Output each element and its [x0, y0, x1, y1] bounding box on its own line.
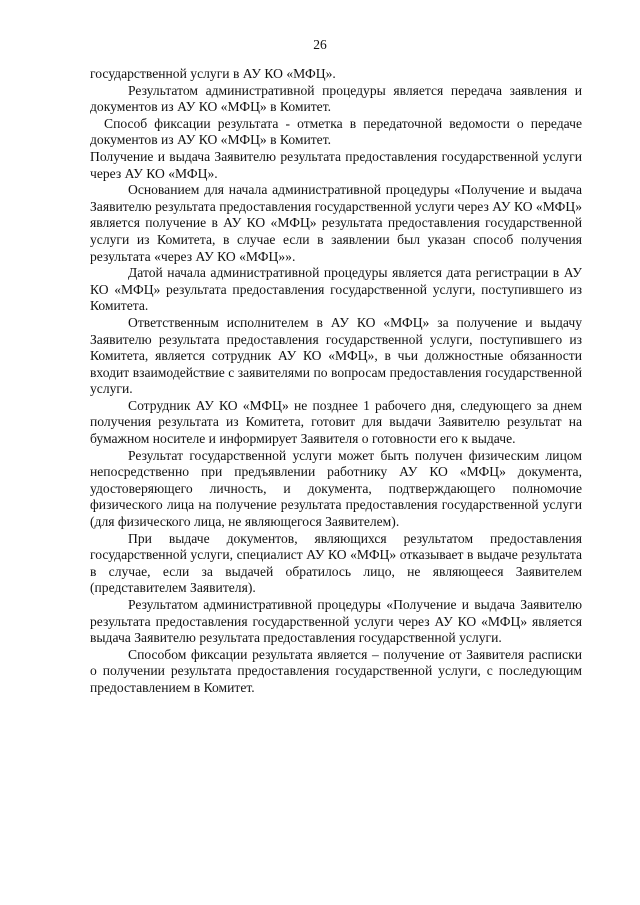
paragraph: При выдаче документов, являющихся результатом предоставления государственной услуги, специалист АУ КО «МФЦ» отказывает в выдаче результата в случае, если за выдачей обратилось лицо, не являющееся Заявителем (представителем Заявителя). [90, 530, 582, 596]
paragraph: Результатом административной процедуры является передача заявления и документов из АУ КО «МФЦ» в Комитет. [90, 82, 582, 115]
section-heading: Получение и выдача Заявителю результата предоставления государственной услуги через АУ КО «МФЦ». [90, 148, 582, 181]
paragraph: государственной услуги в АУ КО «МФЦ». [90, 66, 336, 81]
paragraph: Основанием для начала административной процедуры «Получение и выдача Заявителю результата предоставления государственной услуги через АУ КО «МФЦ» является получение в АУ КО «МФЦ» результата предоставления государственной услуги из Комитета, в случае если в заявлении был указан способ получения результата «через АУ КО «МФЦ»». [90, 182, 582, 264]
paragraph: Сотрудник АУ КО «МФЦ» не позднее 1 рабочего дня, следующего за днем получения результата из Комитета, готовит для выдачи Заявителю результат на бумажном носителе и информирует Заявителя о готовности его к выдаче. [90, 397, 582, 447]
paragraph: Результатом административной процедуры «Получение и выдача Заявителю результата предоставления государственной услуги через АУ КО «МФЦ» является выдача Заявителю результата предоставления государственной услуги. [90, 597, 582, 646]
page-number: 26 [313, 37, 327, 52]
paragraph: Результат государственной услуги может быть получен физическим лицом непосредственно при предъявлении работнику АУ КО «МФЦ» документа, удостоверяющего личность, и документа, подтверждающего полномочие физического лица на получение результата предоставления государственной услуги (для физического лица, не являющегося Заявителем). [90, 447, 582, 530]
paragraph: Ответственным исполнителем в АУ КО «МФЦ» за получение и выдачу Заявителю результата предоставления государственной услуги, поступившего из Комитета, является сотрудник АУ КО «МФЦ», в чьи должностные обязанности входит взаимодействие с заявителями по вопросам предоставления государственной услуги. [90, 314, 582, 397]
paragraph: Датой начала административной процедуры является дата регистрации в АУ КО «МФЦ» результата предоставления государственной услуги, поступившего из Комитета. [90, 265, 582, 314]
paragraph: Способ фиксации результата - отметка в передаточной ведомости о передаче документов из АУ КО «МФЦ» в Комитет. [90, 115, 582, 148]
document-body [90, 66, 582, 697]
paragraph: Способом фиксации результата является – получение от Заявителя расписки о получении результата предоставления государственной услуги, с последующим предоставлением в Комитет. [90, 646, 582, 695]
